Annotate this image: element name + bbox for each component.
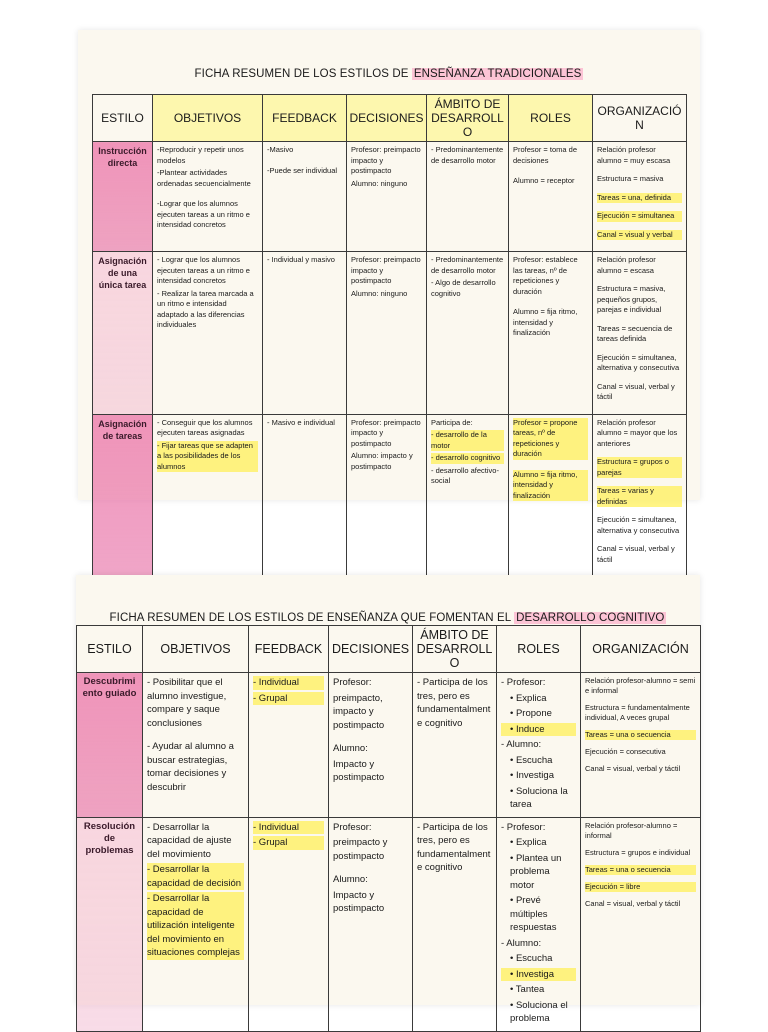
decisiones-cell: Profesor: preimpacto impacto y postimpacto Alumno: impacto y postimpacto xyxy=(347,414,427,577)
style-name: Asignación de una única tarea xyxy=(93,252,153,415)
organizacion-cell: Relación profesor-alumno = semi e informal Estructura = fundamentalmente individual, A veces grupal Tareas = una o secuencia Ejecución = consecutiva Canal = visual, verbal y táctil xyxy=(581,673,701,818)
sheet-traditional-styles xyxy=(78,30,700,564)
roles-cell: Profesor: establece las tareas, nº de repeticiones y duración Alumno = fija ritmo, intensidad y finalización xyxy=(509,252,593,415)
header-organizacion: ORGANIZACIÓN xyxy=(581,626,701,673)
header-estilo: ESTILO xyxy=(93,95,153,142)
header-roles: ROLES xyxy=(509,95,593,142)
summary-table xyxy=(76,625,701,1032)
header-estilo: ESTILO xyxy=(77,626,143,673)
header-decisiones: DECISIONES xyxy=(329,626,413,673)
organizacion-cell: Relación profesor alumno = mayor que los anteriores Estructura = grupos o parejas Tareas = varias y definidas Ejecución = simultanea, alternativa y consecutiva Canal = visual, verbal y táctil xyxy=(593,414,687,577)
ambito-cell: - Predominantemente de desarrollo motor - Algo de desarrollo cognitivo xyxy=(427,252,509,415)
roles-cell: - Profesor: • Explica • Plantea un problema motor • Prevé múltiples respuestas - Alumno: • Escucha • Investiga • Tantea • Soluciona el problema xyxy=(497,817,581,1031)
roles-cell: Profesor = propone tareas, nº de repeticiones y duración Alumno = fija ritmo, intensidad y finalización xyxy=(509,414,593,577)
table-row xyxy=(77,817,701,1031)
header-ambito: ÁMBITO DE DESARROLLO xyxy=(427,95,509,142)
summary-table xyxy=(92,94,687,577)
header-row xyxy=(77,626,701,673)
decisiones-cell: Profesor: preimpacto y postimpacto Alumno: Impacto y postimpacto xyxy=(329,817,413,1031)
objetivos-cell: - Desarrollar la capacidad de ajuste del movimiento - Desarrollar la capacidad de decisión - Desarrollar la capacidad de utilización inteligente del movimiento en situaciones complejas xyxy=(143,817,249,1031)
decisiones-cell: Profesor: preimpacto impacto y postimpacto Alumno: ninguno xyxy=(347,142,427,252)
header-ambito: ÁMBITO DE DESARROLLO xyxy=(413,626,497,673)
ambito-cell: - Participa de los tres, pero es fundamentalmente cognitivo xyxy=(413,673,497,818)
header-organizacion: ORGANIZACIÓN xyxy=(593,95,687,142)
table-row xyxy=(77,673,701,818)
style-name: Asignación de tareas xyxy=(93,414,153,577)
header-decisiones: DECISIONES xyxy=(347,95,427,142)
title-highlight: ENSEÑANZA TRADICIONALES xyxy=(413,68,582,80)
objetivos-cell: - Lograr que los alumnos ejecuten tareas a un ritmo e intensidad concretos - Realizar la tarea marcada a un ritmo e intensidad adaptado a las diferencias individuales xyxy=(153,252,263,415)
organizacion-cell: Relación profesor alumno = escasa Estructura = masiva, pequeños grupos, parejas e individual Tareas = secuencia de tareas definida Ejecución = simultanea, alternativa y consecutiva Canal = visual, verbal y táctil xyxy=(593,252,687,415)
sheet-title: FICHA RESUMEN DE LOS ESTILOS DE ENSEÑANZA QUE FOMENTAN EL DESARROLLO COGNITIVO xyxy=(109,612,665,624)
style-name: Resolución de problemas xyxy=(77,817,143,1031)
table-row xyxy=(93,414,687,577)
sheet-title: FICHA RESUMEN DE LOS ESTILOS DE ENSEÑANZA TRADICIONALES xyxy=(194,68,582,80)
feedback-cell: - Individual y masivo xyxy=(263,252,347,415)
objetivos-cell: - Conseguir que los alumnos ejecuten tareas asignadas - Fijar tareas que se adapten a las posibilidades de los alumnos xyxy=(153,414,263,577)
roles-cell: - Profesor: • Explica • Propone • Induce - Alumno: • Escucha • Investiga • Soluciona la tarea xyxy=(497,673,581,818)
header-row xyxy=(93,95,687,142)
objetivos-cell: -Reproducir y repetir unos modelos -Plantear actividades ordenadas secuencialmente -Lograr que los alumnos ejecuten tareas a un ritmo e intensidad concretos xyxy=(153,142,263,252)
table-row xyxy=(93,142,687,252)
feedback-cell: - Individual - Grupal xyxy=(249,817,329,1031)
roles-cell: Profesor = toma de decisiones Alumno = receptor xyxy=(509,142,593,252)
header-objetivos: OBJETIVOS xyxy=(143,626,249,673)
decisiones-cell: Profesor: preimpacto impacto y postimpacto Alumno: ninguno xyxy=(347,252,427,415)
feedback-cell: - Individual - Grupal xyxy=(249,673,329,818)
header-roles: ROLES xyxy=(497,626,581,673)
sheet-cognitive-styles xyxy=(76,575,700,1024)
header-objetivos: OBJETIVOS xyxy=(153,95,263,142)
organizacion-cell: Relación profesor alumno = muy escasa Estructura = masiva Tareas = una, definida Ejecución = simultanea Canal = visual y verbal xyxy=(593,142,687,252)
ambito-cell: Participa de: - desarrollo de la motor - desarrollo cognitivo - desarrollo afectivo-social xyxy=(427,414,509,577)
feedback-cell: -Masivo -Puede ser individual xyxy=(263,142,347,252)
header-feedback: FEEDBACK xyxy=(263,95,347,142)
ambito-cell: - Predominantemente de desarrollo motor xyxy=(427,142,509,252)
organizacion-cell: Relación profesor-alumno = informal Estructura = grupos e individual Tareas = una o secuencia Ejecución = libre Canal = visual, verbal y táctil xyxy=(581,817,701,1031)
feedback-cell: - Masivo e individual xyxy=(263,414,347,577)
style-name: Descubrimiento guiado xyxy=(77,673,143,818)
ambito-cell: - Participa de los tres, pero es fundamentalmente cognitivo xyxy=(413,817,497,1031)
decisiones-cell: Profesor: preimpacto, impacto y postimpacto Alumno: Impacto y postimpacto xyxy=(329,673,413,818)
header-feedback: FEEDBACK xyxy=(249,626,329,673)
objetivos-cell: - Posibilitar que el alumno investigue, compare y saque conclusiones - Ayudar al alumno a buscar estrategias, tomar decisiones y descubrir xyxy=(143,673,249,818)
style-name: Instrucción directa xyxy=(93,142,153,252)
title-highlight: DESARROLLO COGNITIVO xyxy=(516,612,665,624)
table-row xyxy=(93,252,687,415)
